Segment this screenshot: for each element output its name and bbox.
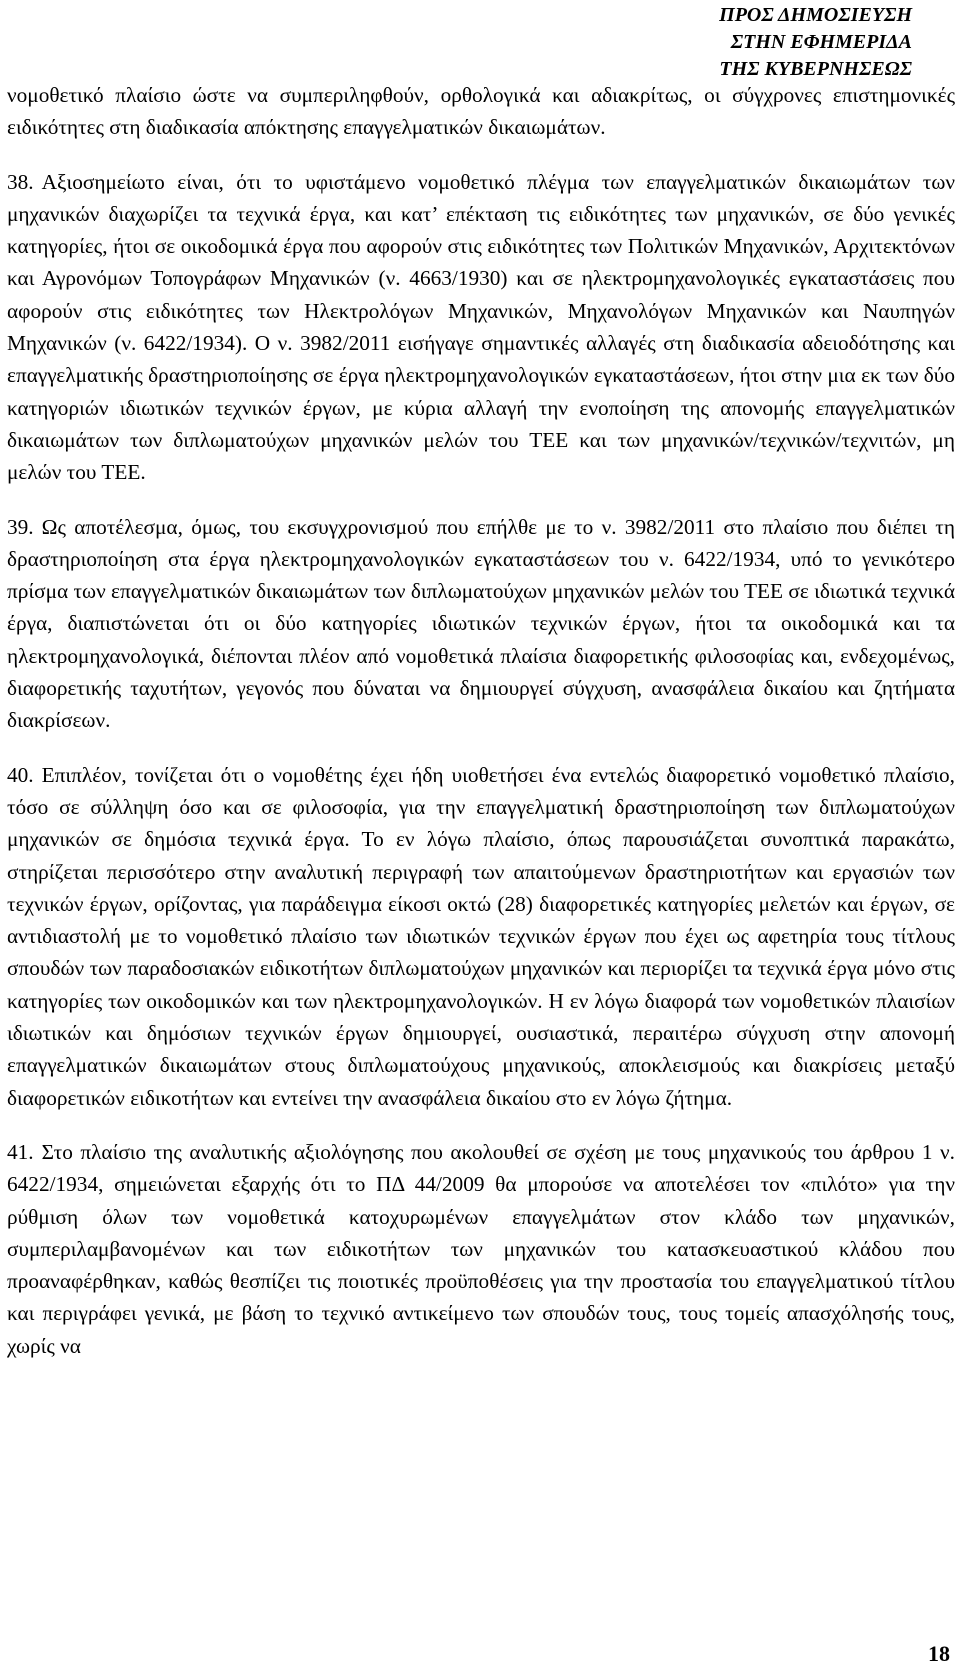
paragraph-number: 40.: [7, 762, 34, 787]
paragraph-text: νομοθετικό πλαίσιο ώστε να συμπεριληφθούν, ορθολογικά και αδιακρίτως, οι σύγχρονες επιστημονικές ειδικότητες στη διαδικασία απόκτησης επαγγελματικών δικαιωμάτων.: [7, 83, 955, 140]
paragraph-continuation: [7, 79, 955, 144]
paragraph-text: Επιπλέον, τονίζεται ότι ο νομοθέτης έχει ήδη υιοθετήσει ένα εντελώς διαφορετικό νομοθετικό πλαίσιο, τόσο σε σύλληψη όσο και σε φιλοσοφία, για την επαγγελματική δραστηριοποίηση των διπλωματούχων μηχανικών σε δημόσια τεχνικά έργα. Το εν λόγω πλαίσιο, όπως παρουσιάζεται συνοπτικά παρακάτω, στηρίζεται περισσότερο στην αναλυτική περιγραφή των απαιτούμενων δραστηριοτήτων και εργασιών των τεχνικών έργων, ορίζοντας, για παράδειγμα είκοσι οκτώ (28) διαφορετικές κατηγορίες μελετών και έργων, σε αντιδιαστολή με το νομοθετικό πλαίσιο των ιδιωτικών τεχνικών έργων που έχει ως αφετηρία τους τίτλους σπουδών των παραδοσιακών ειδικοτήτων διπλωματούχων μηχανικών και περιορίζει τα τεχνικά έργα μόνο στις κατηγορίες των οικοδομικών και των ηλεκτρομηχανολογικών. Η εν λόγω διαφορά των νομοθετικών πλαισίων ιδιωτικών και δημόσιων τεχνικών έργων δημιουργεί, ουσιαστικά, περαιτέρω σύγχυση στην απονομή επαγγελματικών δικαιωμάτων στους διπλωματούχους μηχανικούς, αποκλεισμούς και διακρίσεις μεταξύ διαφορετικών ειδικοτήτων και εντείνει την ανασφάλεια δικαίου στο εν λόγω ζήτημα.: [7, 762, 955, 1110]
publication-header: [719, 2, 912, 83]
paragraph-40: [7, 759, 955, 1114]
paragraph-text: Ως αποτέλεσμα, όμως, του εκσυγχρονισμού που επήλθε με το ν. 3982/2011 στο πλαίσιο που διέπει τη δραστηριοποίηση στα έργα ηλεκτρομηχανολογικών εγκαταστάσεων του ν. 6422/1934, υπό το γενικότερο πρίσμα των επαγγελματικών δικαιωμάτων των διπλωματούχων μηχανικών μελών του ΤΕΕ σε ιδιωτικά τεχνικά έργα, διαπιστώνεται ότι οι δύο κατηγορίες ιδιωτικών τεχνικών έργων, ήτοι τα οικοδομικά και τα ηλεκτρομηχανολογικά, διέπονται πλέον από νομοθετικά πλαίσια διαφορετικής φιλοσοφίας και, ενδεχομένως, διαφορετικής ταχυτήτων, γεγονός που δύναται να δημιουργεί σύγχυση, ανασφάλεια δικαίου και ζητήματα διακρίσεων.: [7, 514, 955, 733]
paragraph-41: [7, 1136, 955, 1362]
page-number: 18: [928, 1641, 950, 1666]
header-line-3: ΤΗΣ ΚΥΒΕΡΝΗΣΕΩΣ: [719, 58, 912, 80]
document-body: [7, 79, 955, 1362]
paragraph-text: Αξιοσημείωτο είναι, ότι το υφιστάμενο νομοθετικό πλέγμα των επαγγελματικών δικαιωμάτων των μηχανικών διαχωρίζει τα τεχνικά έργα, και κατ’ επέκταση τις ειδικότητες των μηχανικών, σε δύο γενικές κατηγορίες, ήτοι σε οικοδομικά έργα που αφορούν στις ειδικότητες των Πολιτικών Μηχανικών, Αρχιτεκτόνων και Αγρονόμων Τοπογράφων Μηχανικών (ν. 4663/1930) και σε ηλεκτρομηχανολογικές εγκαταστάσεις που αφορούν στις ειδικότητες των Ηλεκτρολόγων Μηχανικών, Μηχανολόγων Μηχανικών και Ναυπηγών Μηχανικών (ν. 6422/1934). Ο ν. 3982/2011 εισήγαγε σημαντικές αλλαγές στη διαδικασία αδειοδότησης και επαγγελματικής δραστηριοποίησης σε έργα ηλεκτρομηχανολογικών εγκαταστάσεων, ήτοι στην μια εκ των δύο κατηγοριών ιδιωτικών τεχνικών έργων, με κύρια αλλαγή την ενοποίηση της απονομής επαγγελματικών δικαιωμάτων των διπλωματούχων μηχανικών μελών του ΤΕΕ και των μηχανικών/τεχνικών/τεχνιτών, μη μελών του ΤΕΕ.: [7, 169, 955, 485]
paragraph-number: 41.: [7, 1139, 34, 1164]
paragraph-number: 39.: [7, 514, 34, 539]
header-line-2: ΣΤΗΝ ΕΦΗΜΕΡΙΔΑ: [730, 31, 912, 53]
paragraph-39: [7, 511, 955, 737]
paragraph-38: [7, 166, 955, 489]
header-line-1: ΠΡΟΣ ΔΗΜΟΣΙΕΥΣΗ: [719, 4, 912, 26]
paragraph-text: Στο πλαίσιο της αναλυτικής αξιολόγησης που ακολουθεί σε σχέση με τους μηχανικούς του άρθρου 1 ν. 6422/1934, σημειώνεται εξαρχής ότι το ΠΔ 44/2009 θα μπορούσε να αποτελέσει τον «πιλότο» για την ρύθμιση όλων των νομοθετικά κατοχυρωμένων επαγγελμάτων στον κλάδο των μηχανικών, συμπεριλαμβανομένων και των ειδικοτήτων των μηχανικών του κατασκευαστικού κλάδου που προαναφέρθηκαν, καθώς θεσπίζει τις ποιοτικές προϋποθέσεις για την προστασία του επαγγελματικού τίτλου και περιγράφει γενικά, με βάση το τεχνικό αντικείμενο των σπουδών τους, τους τομείς απασχόλησής τους, χωρίς να: [7, 1139, 955, 1358]
paragraph-number: 38.: [7, 169, 34, 194]
